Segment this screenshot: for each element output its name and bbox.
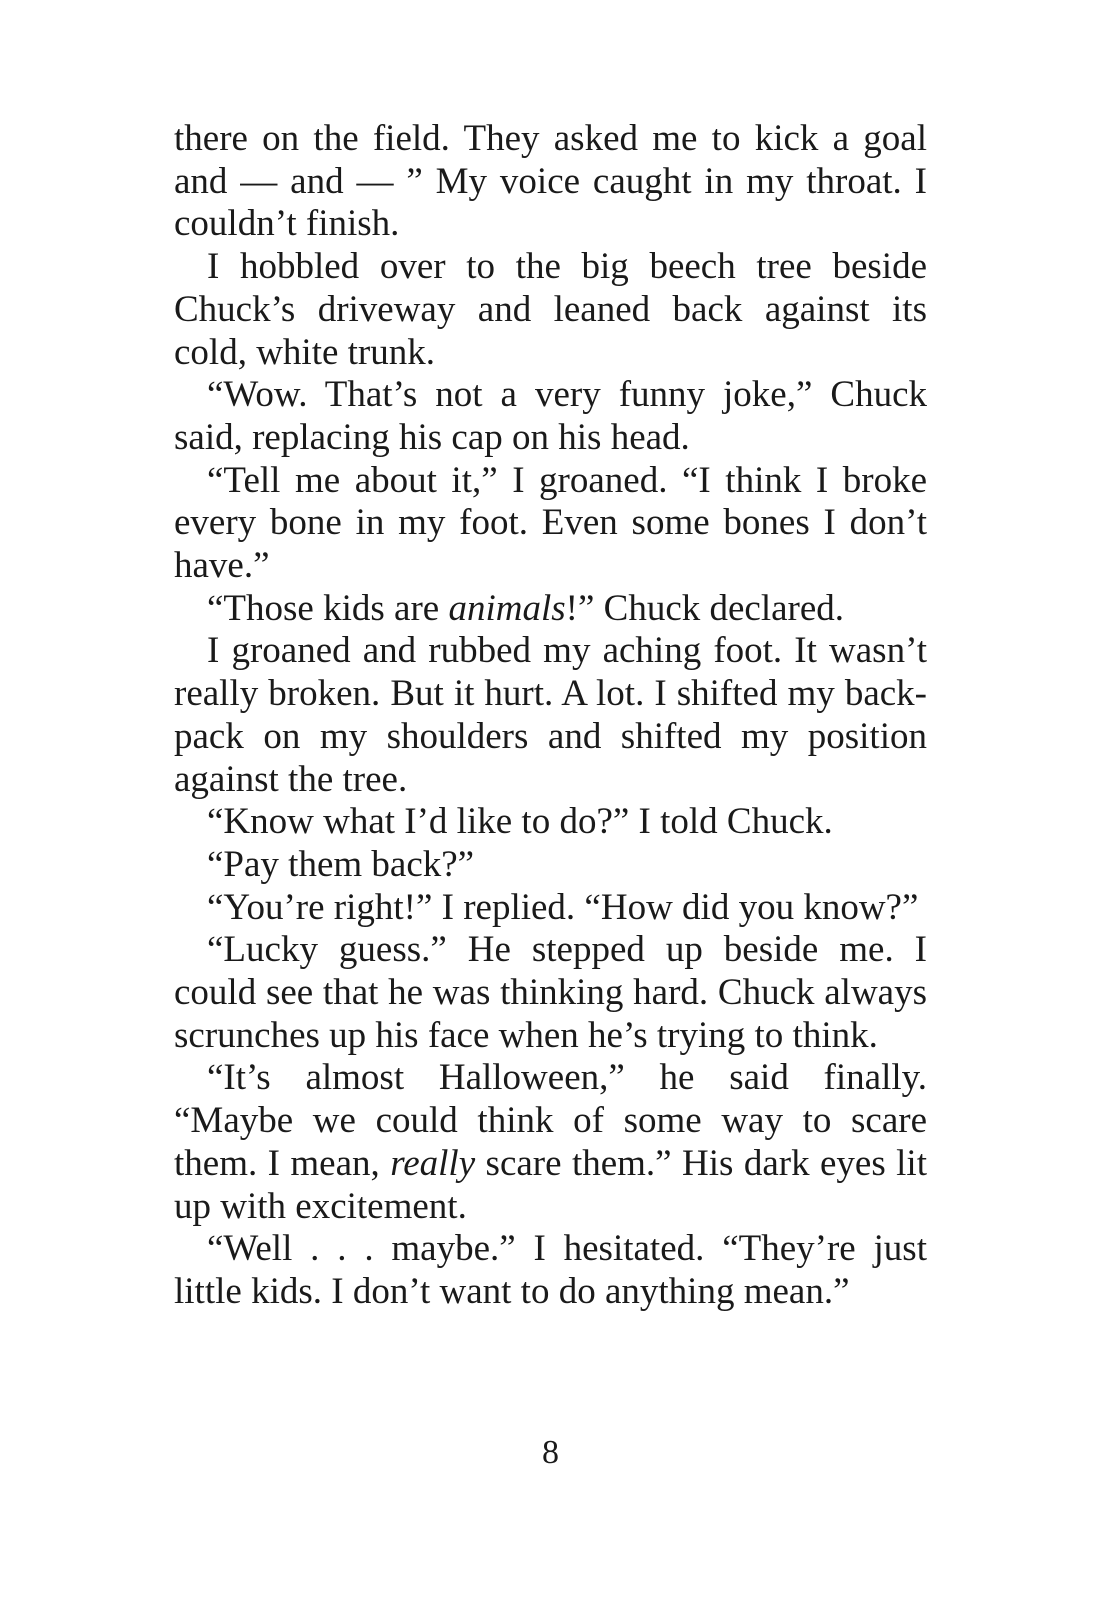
text-run: “Know what I’d like to do?” I told Chuck. bbox=[207, 801, 833, 843]
paragraph bbox=[174, 630, 927, 801]
paragraph bbox=[174, 118, 927, 246]
paragraph bbox=[174, 844, 927, 887]
text-run: “Those kids are bbox=[207, 587, 449, 629]
text-run: “Pay them back?” bbox=[207, 843, 475, 885]
text-run: scare them.” His dark eyes lit up with excitement. bbox=[174, 1142, 927, 1227]
text-run: “Wow. That’s not a very funny joke,” Chuck said, replacing his cap on his head. bbox=[174, 374, 927, 458]
text-run: “You’re right!” I replied. “How did you know?” bbox=[207, 886, 919, 928]
text-run: I groaned and rubbed my aching foot. It wasn’t really broken. But it hurt. A lot. I shifted my backpack on my shoulders and shifted my position against the tree. bbox=[174, 630, 927, 800]
text-run: I hobbled over to the big beech tree beside Chuck’s driveway and leaned back against its cold, white trunk. bbox=[174, 246, 927, 373]
text-run: “Well . . . maybe.” I hesitated. “They’re just little kids. I don’t want to do anything mean.” bbox=[174, 1228, 927, 1312]
paragraph bbox=[174, 929, 927, 1057]
page-number: 8 bbox=[542, 1434, 559, 1471]
paragraph bbox=[174, 374, 927, 459]
italic-text: animals bbox=[448, 587, 566, 629]
paragraph bbox=[174, 1228, 927, 1313]
text-run: there on the field. They asked me to kick a goal and — and — ” My voice caught in my throat. I couldn’t finish. bbox=[174, 118, 927, 245]
paragraph bbox=[174, 887, 927, 930]
paragraph bbox=[174, 246, 927, 374]
paragraph bbox=[174, 460, 927, 588]
body-text bbox=[174, 118, 927, 1314]
paragraph bbox=[174, 588, 927, 631]
text-run: “It’s almost Halloween,” he said finally. “Maybe we could think of some way to scare them. I mean, bbox=[174, 1057, 927, 1184]
text-run: “Lucky guess.” He stepped up beside me. I could see that he was thinking hard. Chuck always scrunches up his face when he’s trying to think. bbox=[174, 929, 927, 1056]
italic-text: really bbox=[390, 1142, 476, 1184]
text-run: “Tell me about it,” I groaned. “I think I broke every bone in my foot. Even some bones I don’t have.” bbox=[174, 459, 927, 587]
paragraph bbox=[174, 801, 927, 844]
paragraph bbox=[174, 1057, 927, 1228]
text-run: !” Chuck declared. bbox=[565, 587, 845, 629]
